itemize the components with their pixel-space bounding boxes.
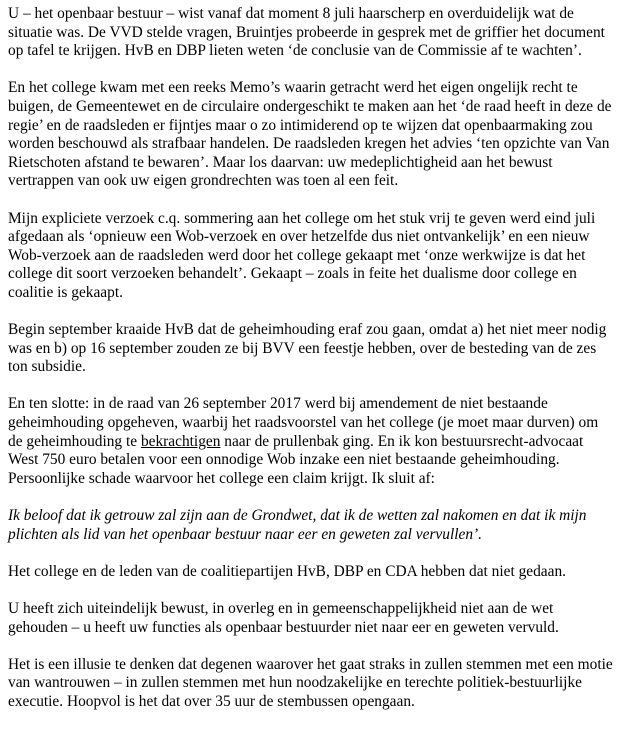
text-segment: Het is een illusie te denken dat degenen waarover het gaat straks in zullen stemmen met een motie van wantrouwen – in zullen stemmen met hun noodzakelijke en terechte politiek-bestuurlijke executie. Hoopvol is het dat over 35 uur de stembussen opengaan. <box>8 655 613 710</box>
text-segment: En ten slotte: in de raad van 26 september 2017 werd bij amendement de niet bestaande geheimhouding opgeheven, waarbij het raadsvoorstel van het college (je moet maar durven) om de geheimhouding te <box>8 395 599 450</box>
text-segment: Het college en de leden van de coalitiepartijen HvB, DBP en CDA hebben dat niet gedaan. <box>8 562 567 580</box>
text-segment: U heeft zich uiteindelijk bewust, in overleg en in gemeenschappelijkheid niet aan de wet gehouden – u heeft uw functies als openbaar bestuurder niet naar eer en geweten vervuld. <box>8 600 559 636</box>
text-segment: naar de prullenbak ging. En ik kon bestuursrecht-advocaat West 750 euro betalen voor een onnodige Wob inzake een niet bestaande geheimhouding. Persoonlijke schade waarvoor het college een claim krijgt. Ik sluit af: <box>8 432 584 487</box>
paragraph <box>8 395 615 488</box>
underlined-text: bekrachtigen <box>140 432 221 450</box>
paragraph <box>8 507 615 544</box>
paragraph <box>8 5 615 61</box>
text-segment: Begin september kraaide HvB dat de geheimhouding eraf zou gaan, omdat a) het niet meer nodig was en b) op 16 september zouden ze bij BVV een feestje hebben, over de besteding van de zes ton subsidie. <box>8 321 607 376</box>
paragraph <box>8 600 615 637</box>
text-segment: U – het openbaar bestuur – wist vanaf dat moment 8 juli haarscherp en overduidelijk wat de situatie was. De VVD stelde vragen, Bruintjes probeerde in gesprek met de griffier het document op tafel te krijgen. HvB en DBP lieten weten ‘de conclusie van de Commissie af te wachten’. <box>8 5 605 60</box>
text-segment: Ik beloof dat ik getrouw zal zijn aan de Grondwet, dat ik de wetten zal nakomen en dat ik mijn plichten als lid van het openbaar bestuur naar eer en geweten zal vervullen’. <box>8 507 587 543</box>
text-segment: Mijn expliciete verzoek c.q. sommering aan het college om het stuk vrij te geven werd eind juli afgedaan als ‘opnieuw een Wob-verzoek en over hetzelfde dus niet ontvankelijk’ en een nieuw Wob-verzoek aan de raadsleden werd door het college gekaapt met ‘onze werkwijze is dat het college dit soort verzoeken behandelt’. Gekaapt – zoals in feite het dualisme door college en coalitie is gekaapt. <box>8 209 596 301</box>
paragraph <box>8 656 615 712</box>
paragraph <box>8 79 615 191</box>
document-body <box>8 5 615 712</box>
paragraph <box>8 210 615 303</box>
text-segment: En het college kwam met een reeks Memo’s waarin getracht werd het eigen ongelijk recht te buigen, de Gemeentewet en de circulaire ondergeschikt te maken aan het ‘de raad heeft in deze de regie’ en de raadsleden er fijntjes maar o zo intimiderend op te wijzen dat openbaarmaking zou worden beschouwd als strafbaar handelen. De raadsleden kregen het advies ‘ten opzichte van Van Rietschoten afstand te bewaren’. Maar los daarvan: uw medeplichtigheid aan het bewust vertrappen van ook uw eigen grondrechten was toen al een feit. <box>8 79 612 190</box>
paragraph <box>8 321 615 377</box>
paragraph <box>8 563 615 582</box>
